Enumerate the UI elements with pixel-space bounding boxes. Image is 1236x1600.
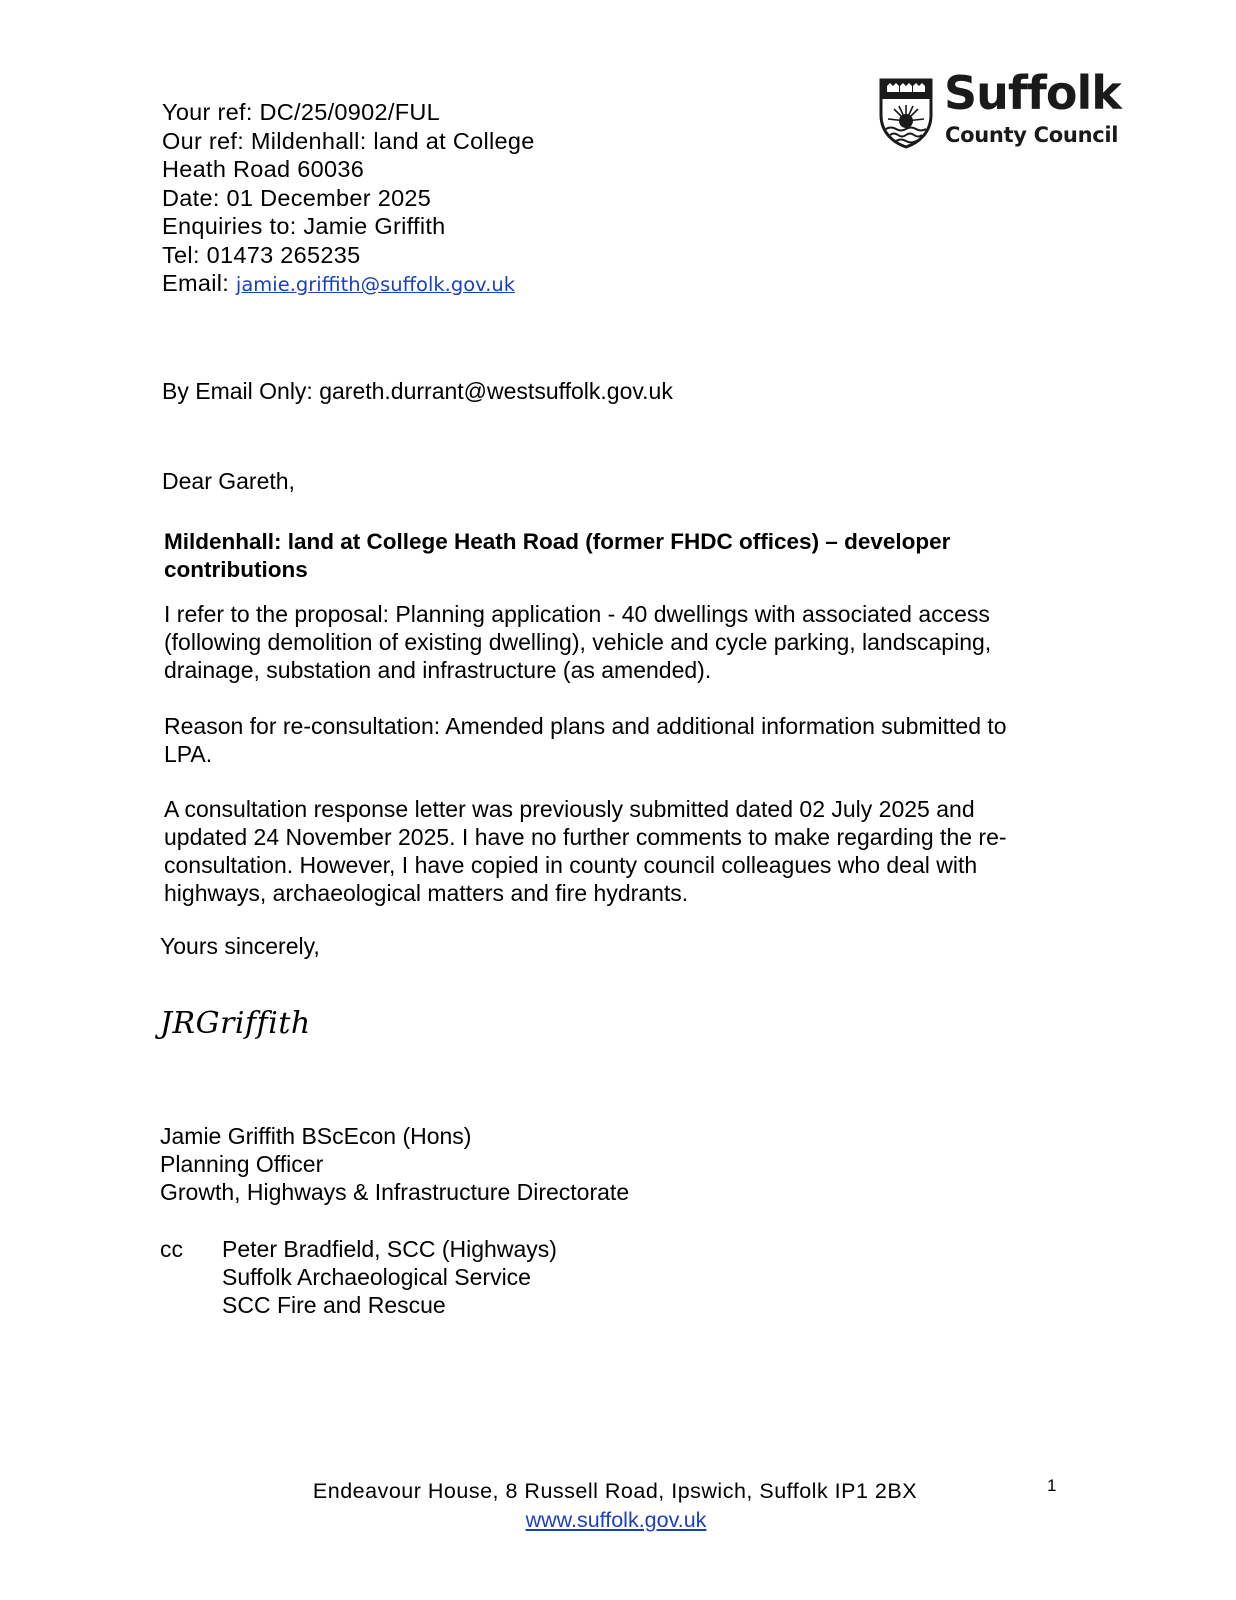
council-shield-icon bbox=[878, 77, 934, 149]
our-ref-line1: Our ref: Mildenhall: land at College bbox=[162, 127, 535, 154]
email-label: Email: bbox=[162, 270, 236, 296]
subject-heading bbox=[164, 528, 1064, 584]
signatory-block bbox=[160, 1122, 629, 1206]
cc-list bbox=[222, 1235, 557, 1319]
paragraph-line: LPA. bbox=[164, 741, 213, 767]
subject-line-2: contributions bbox=[164, 557, 308, 582]
letter-date: Date: 01 December 2025 bbox=[162, 184, 432, 211]
paragraph-line: Reason for re-consultation: Amended plans and additional information submitted to bbox=[164, 713, 1007, 739]
closing: Yours sincerely, bbox=[160, 933, 320, 959]
cc-label: cc bbox=[160, 1236, 183, 1262]
logo-subtitle: County Council bbox=[945, 123, 1119, 147]
our-ref-line2: Heath Road 60036 bbox=[162, 156, 365, 182]
paragraph-proposal bbox=[164, 600, 1064, 684]
paragraph-line: I refer to the proposal: Planning application - 40 dwellings with associated access bbox=[164, 601, 990, 627]
paragraph-line: updated 24 November 2025. I have no further comments to make regarding the re- bbox=[164, 824, 1007, 850]
handwritten-signature: JRGriffith bbox=[160, 1006, 311, 1041]
email-link[interactable]: jamie.griffith@suffolk.gov.uk bbox=[235, 273, 516, 296]
logo-name: Suffolk bbox=[944, 66, 1121, 120]
paragraph-line: (following demolition of existing dwelling), vehicle and cycle parking, landscaping, bbox=[164, 629, 992, 655]
enquiries-to: Enquiries to: Jamie Griffith bbox=[162, 213, 446, 239]
your-ref: Your ref: DC/25/0902/FUL bbox=[162, 99, 441, 125]
paragraph-reason bbox=[164, 712, 1064, 768]
paragraph-line: drainage, substation and infrastructure (as amended). bbox=[164, 657, 712, 683]
salutation: Dear Gareth, bbox=[162, 468, 295, 494]
paragraph-response bbox=[164, 795, 1064, 907]
page-number: 1 bbox=[1047, 1476, 1057, 1495]
footer-address-text: Endeavour House, 8 Russell Road, Ipswich, Suffolk IP1 2BX bbox=[312, 1479, 918, 1503]
subject-line-1: Mildenhall: land at College Heath Road (former FHDC offices) – developer bbox=[164, 529, 951, 554]
paragraph-line: consultation. However, I have copied in county council colleagues who deal with bbox=[164, 852, 978, 878]
suffolk-logo bbox=[878, 66, 1128, 154]
paragraph-line: highways, archaeological matters and fire hydrants. bbox=[164, 880, 689, 906]
reference-block bbox=[162, 98, 535, 300]
cc-recipient: Peter Bradfield, SCC (Highways) bbox=[222, 1236, 557, 1262]
footer-website bbox=[0, 1508, 1236, 1533]
telephone: Tel: 01473 265235 bbox=[162, 241, 361, 268]
cc-recipient: Suffolk Archaeological Service bbox=[222, 1264, 531, 1290]
signatory-title: Planning Officer bbox=[160, 1151, 324, 1177]
signatory-directorate: Growth, Highways & Infrastructure Directorate bbox=[160, 1179, 630, 1205]
recipient-line: By Email Only: gareth.durrant@westsuffolk.gov.uk bbox=[162, 378, 673, 404]
website-link[interactable]: www.suffolk.gov.uk bbox=[525, 1508, 707, 1532]
paragraph-line: A consultation response letter was previously submitted dated 02 July 2025 and bbox=[164, 796, 975, 822]
email-line bbox=[162, 269, 535, 300]
signatory-name: Jamie Griffith BScEcon (Hons) bbox=[160, 1123, 472, 1149]
cc-recipient: SCC Fire and Rescue bbox=[222, 1292, 446, 1318]
